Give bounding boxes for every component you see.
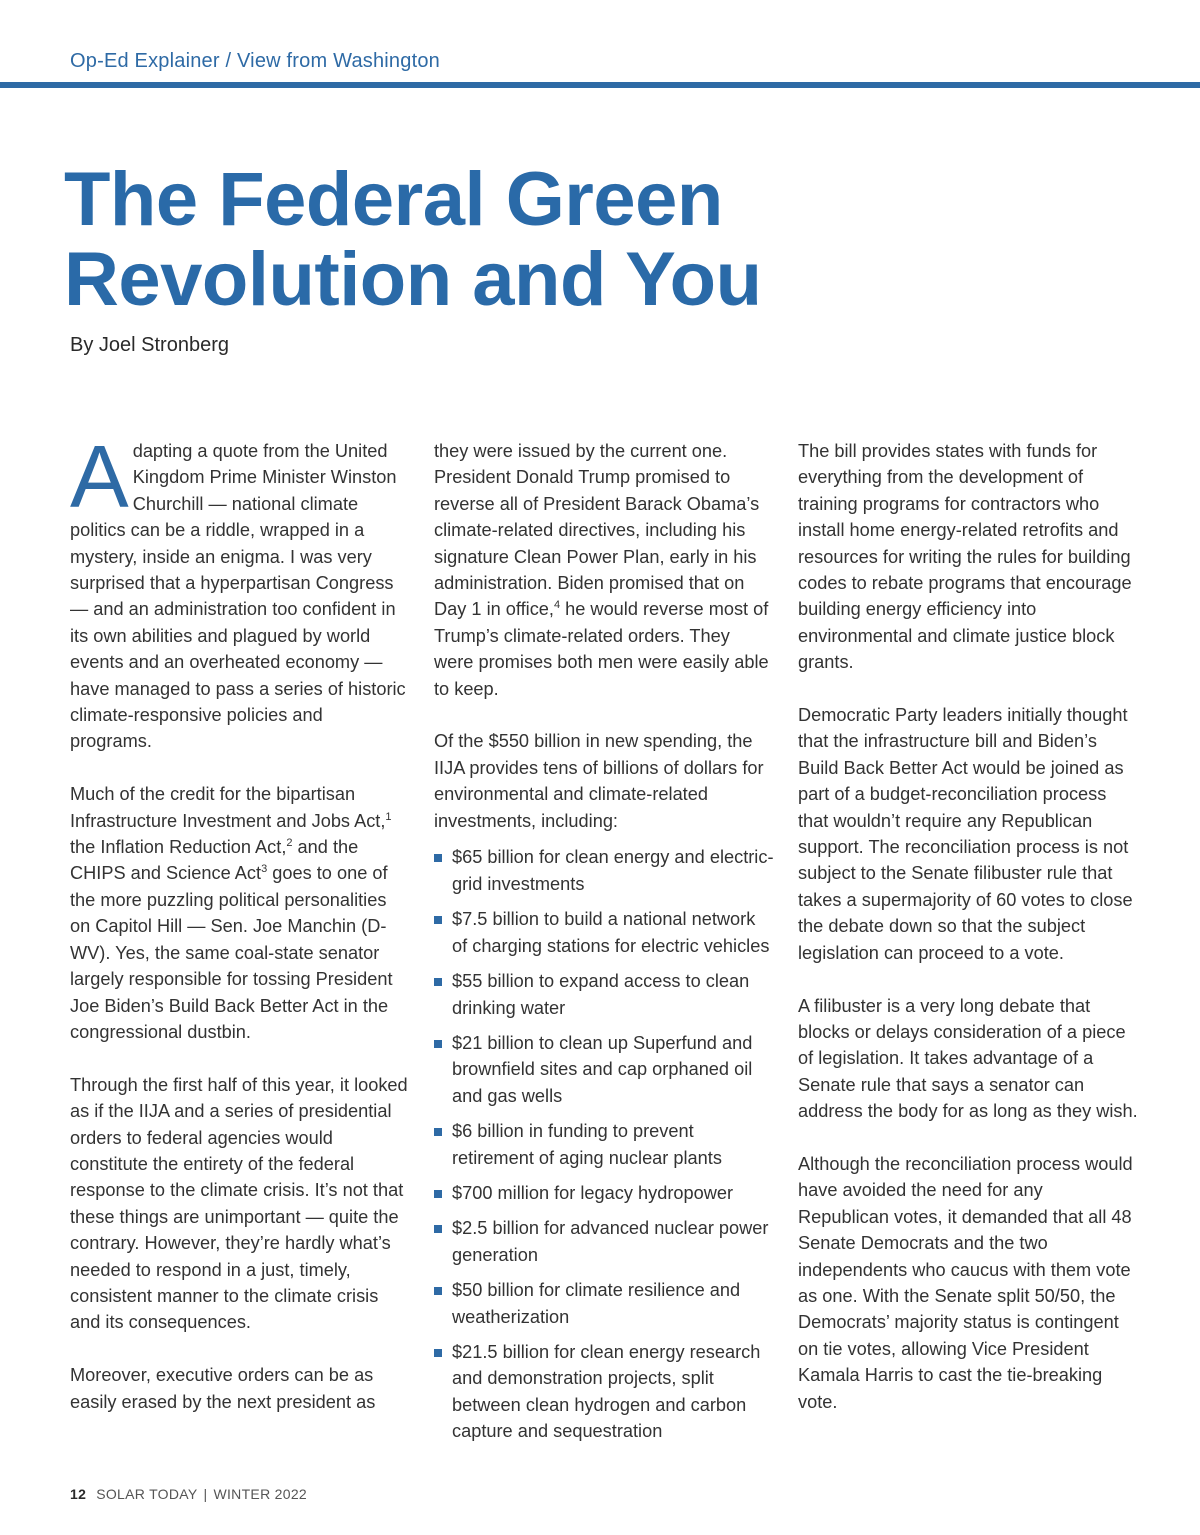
list-item: $6 billion in funding to prevent retirement of aging nuclear plants <box>434 1118 774 1171</box>
header-rule <box>0 82 1200 88</box>
list-item: $7.5 billion to build a national network of charging stations for electric vehicles <box>434 906 774 959</box>
byline: By Joel Stronberg <box>70 334 229 356</box>
footnote-ref: 1 <box>385 810 392 823</box>
paragraph <box>434 438 774 702</box>
paragraph-text: and the CHIPS and Science Act <box>70 837 359 884</box>
paragraph: Of the $550 billion in new spending, the IIJA provides tens of billions of dollars for environmental and climate-related investments, including: <box>434 731 764 831</box>
column-3 <box>798 438 1138 1441</box>
paragraph <box>70 781 408 1045</box>
title-line-2: Revolution and You <box>64 237 762 322</box>
paragraph: Moreover, executive orders can be as easily erased by the next president as <box>70 1365 376 1412</box>
drop-cap: A <box>70 427 129 526</box>
list-item: $700 million for legacy hydropower <box>434 1180 774 1206</box>
title-line-1: The Federal Green <box>64 157 723 242</box>
article-title <box>64 157 762 322</box>
paragraph: The bill provides states with funds for everything from the development of training programs for contractors who install home energy-related retrofits and resources for writing the rules for building codes to rebate programs that encourage building energy efficiency into environmental and climate justice block grants. <box>798 441 1132 673</box>
paragraph-text: Much of the credit for the bipartisan Infrastructure Investment and Jobs Act, <box>70 784 386 831</box>
paragraph-text: they were issued by the current one. President Donald Trump promised to reverse all of President Barack Obama’s climate-related directives, including his signature Clean Power Plan, early in his administration. Biden promised that on Day 1 in office, <box>434 441 760 620</box>
paragraph: Democratic Party leaders initially thought that the infrastructure bill and Biden’s Build Back Better Act would be joined as part of a budget-reconciliation process that wouldn’t require any Republican support. The reconciliation process is not subject to the Senate filibuster rule that takes a supermajority of 60 votes to close the debate down so that the subject legislation can proceed to a vote. <box>798 705 1133 963</box>
footnote-ref: 4 <box>553 599 561 612</box>
footnote-ref: 3 <box>261 863 268 876</box>
section-kicker: Op-Ed Explainer / View from Washington <box>70 50 440 72</box>
column-2 <box>434 438 774 1454</box>
footnote-ref: 2 <box>286 837 293 850</box>
paragraph: Although the reconciliation process would have avoided the need for any Republican votes, it demanded that all 48 Senate Democrats and the two independents who caucus with them vote as one. With the Senate split 50/50, the Democrats’ majority status is contingent on tie votes, allowing Vice President Kamala Harris to cast the tie-breaking vote. <box>798 1153 1133 1412</box>
column-1 <box>70 427 408 1441</box>
list-item: $21.5 billion for clean energy research and demonstration projects, split between clean hydrogen and carbon capture and sequestration <box>434 1339 774 1445</box>
list-item: $65 billion for clean energy and electric-grid investments <box>434 844 774 897</box>
paragraph <box>70 427 408 755</box>
paragraph-text: the Inflation Reduction Act, <box>70 837 287 858</box>
page-footer <box>70 1486 307 1502</box>
list-item: $21 billion to clean up Superfund and brownfield sites and cap orphaned oil and gas wells <box>434 1030 774 1109</box>
footer-separator: | <box>203 1486 208 1502</box>
paragraph-text: goes to one of the more puzzling political personalities on Capitol Hill — Sen. Joe Manchin (D-WV). Yes, the same coal-state senator largely responsible for tossing President Joe Biden’s Build Back Better Act in the congressional dustbin. <box>70 863 393 1042</box>
paragraph-text: he would reverse most of Trump’s climate-related orders. They were promises both men were easily able to keep. <box>434 599 769 699</box>
paragraph: A filibuster is a very long debate that blocks or delays consideration of a piece of legislation. It takes advantage of a Senate rule that says a senator can address the body for as long as they wish. <box>798 995 1138 1122</box>
list-item: $50 billion for climate resilience and weatherization <box>434 1277 774 1330</box>
page-number: 12 <box>70 1486 87 1502</box>
publication-name: SOLAR TODAY <box>96 1486 198 1502</box>
issue-date: WINTER 2022 <box>213 1486 308 1502</box>
list-item: $55 billion to expand access to clean drinking water <box>434 968 774 1021</box>
paragraph: Through the first half of this year, it looked as if the IIJA and a series of presidential orders to federal agencies would constitute the entirety of the federal response to the climate crisis. It’s not that these things are unimportant — quite the contrary. However, they’re hardly what’s needed to respond in a just, timely, consistent manner to the climate crisis and its consequences. <box>70 1074 408 1333</box>
funding-list <box>434 844 774 1444</box>
list-item: $2.5 billion for advanced nuclear power generation <box>434 1215 774 1268</box>
paragraph-text: dapting a quote from the United Kingdom Prime Minister Winston Churchill — national climate politics can be a riddle, wrapped in a mystery, inside an enigma. I was very surprised that a hyperpartisan Congress — and an administration too confident in its own abilities and plagued by world events and an overheated economy — have managed to pass a series of historic climate-responsive policies and programs. <box>70 441 406 752</box>
